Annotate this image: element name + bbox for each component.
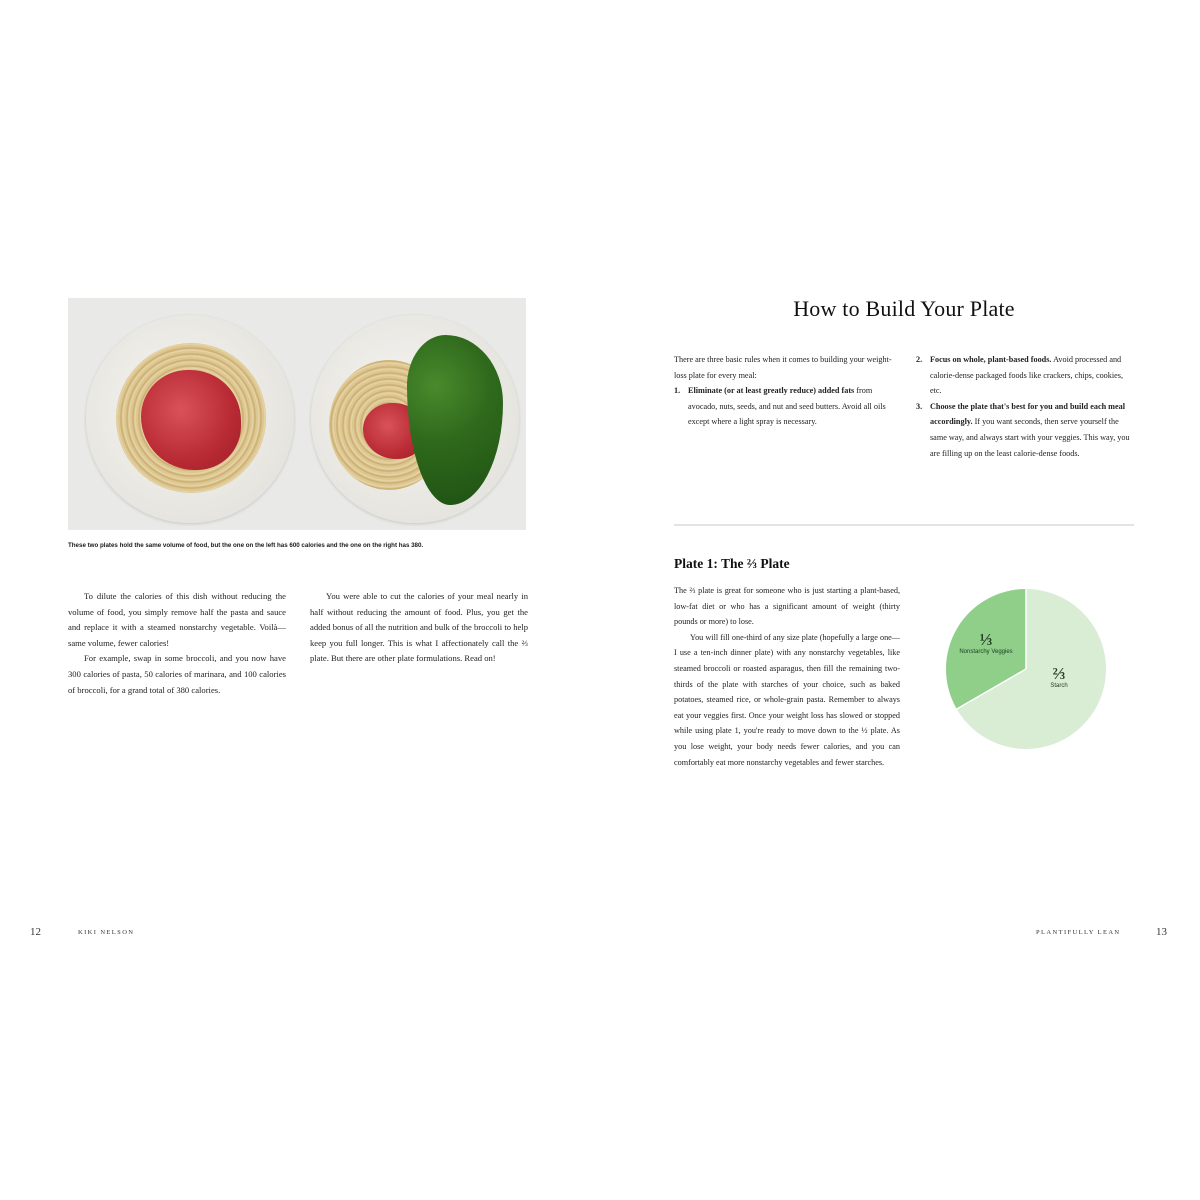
rule-number: 3. bbox=[916, 401, 923, 411]
paragraph: For example, swap in some broccoli, and you now have 300 calories of pasta, 50 calories of marinara, and 100 calories of broccoli, for a grand total of 380 calories. bbox=[68, 653, 286, 695]
rule-text bbox=[688, 383, 896, 430]
body-column-1 bbox=[68, 589, 286, 698]
rule-bold: Focus on whole, plant-based foods. bbox=[930, 355, 1052, 364]
section-divider bbox=[674, 524, 1134, 526]
paragraph: You will fill one-third of any size plate (hopefully a large one—I use a ten-inch dinner plate) with any nonstarchy vegetables, like steamed broccoli or roasted asparagus, then fill the remaining two-thirds of the plate with starches of your choice, such as baked potatoes, steamed rice, or whole-grain pasta. Remember to always eat your veggies first. Once your weight loss has slowed or stopped while using plate 1, you're ready to move down to the ½ plate. As you lose weight, your body needs fewer calories, and you can comfortably eat more nonstarchy vegetables and fewer starches. bbox=[674, 632, 900, 767]
section-heading: Plate 1: The ⅔ Plate bbox=[674, 556, 790, 571]
plate-pie-chart bbox=[944, 587, 1108, 751]
fraction-two-thirds: ⅔ bbox=[1052, 664, 1066, 683]
rule-item bbox=[916, 352, 1134, 399]
intro-text bbox=[674, 352, 896, 383]
rule-number: 1. bbox=[674, 386, 681, 395]
pie-label-starch bbox=[1039, 665, 1079, 690]
pie-label-veggies bbox=[956, 631, 1016, 656]
paragraph: To dilute the calories of this dish without reducing the volume of food, you simply remove half the pasta and sauce and replace it with a steamed nonstarchy vegetable. Voilà—same volume, fewer calories! bbox=[68, 591, 286, 648]
plate-full-pasta bbox=[86, 315, 294, 523]
paragraph: You were able to cut the calories of your meal nearly in half without reducing the amount of food. Plus, you get the added bonus of all the nutrition and bulk of the broccoli to help keep you full longer. This is what I affectionately call the ⅔ plate. But there are other plate formulations. Read on! bbox=[310, 591, 528, 664]
spaghetti-comparison-photo bbox=[68, 298, 526, 530]
rule-text bbox=[930, 399, 1134, 461]
plate-half-broccoli bbox=[311, 315, 519, 523]
rule-item bbox=[674, 383, 896, 430]
pie-svg bbox=[944, 587, 1108, 751]
section-body bbox=[674, 583, 900, 770]
running-head-title: PLANTIFULLY LEAN bbox=[1036, 929, 1121, 936]
rule-item bbox=[916, 399, 1134, 461]
fraction-one-third: ⅓ bbox=[979, 630, 993, 649]
paragraph: The ⅔ plate is great for someone who is just starting a plant-based, low-fat diet or who has a significant amount of weight (thirty pounds or more) to lose. bbox=[674, 586, 900, 627]
page-number: 12 bbox=[30, 926, 41, 938]
label-starch: Starch bbox=[1050, 683, 1068, 689]
rule-body: from avocado, nuts, seeds, and nut and seed butters. Avoid all oils except where a light spray is necessary. bbox=[688, 386, 886, 427]
page-title: How to Build Your Plate bbox=[793, 296, 1015, 321]
rule-body: Avoid processed and calorie-dense packaged foods like crackers, chips, cookies, etc. bbox=[930, 355, 1124, 396]
intro-paragraph: There are three basic rules when it comes to building your weight-loss plate for every meal: bbox=[674, 355, 892, 380]
rule-body: If you want seconds, then serve yourself the same way, and always start with your veggies. This way, you are filling up on the least calorie-dense foods. bbox=[930, 417, 1130, 458]
rules-list-right bbox=[916, 352, 1134, 461]
page-number: 13 bbox=[1156, 926, 1167, 938]
rule-bold: Eliminate (or at least greatly reduce) added fats bbox=[688, 386, 855, 395]
rule-text bbox=[930, 352, 1134, 399]
right-page bbox=[600, 0, 1200, 1200]
body-column-2 bbox=[310, 589, 528, 667]
photo-caption: These two plates hold the same volume of food, but the one on the left has 600 calories and the one on the right has 380. bbox=[68, 542, 424, 549]
rule-number: 2. bbox=[916, 355, 923, 364]
label-nonstarchy-veggies: Nonstarchy Veggies bbox=[959, 649, 1013, 655]
running-head-author: KIKI NELSON bbox=[78, 929, 135, 936]
rule-bold: Choose the plate that's best for you and build each meal accordingly. bbox=[930, 401, 1125, 427]
rules-list-left bbox=[674, 383, 896, 430]
